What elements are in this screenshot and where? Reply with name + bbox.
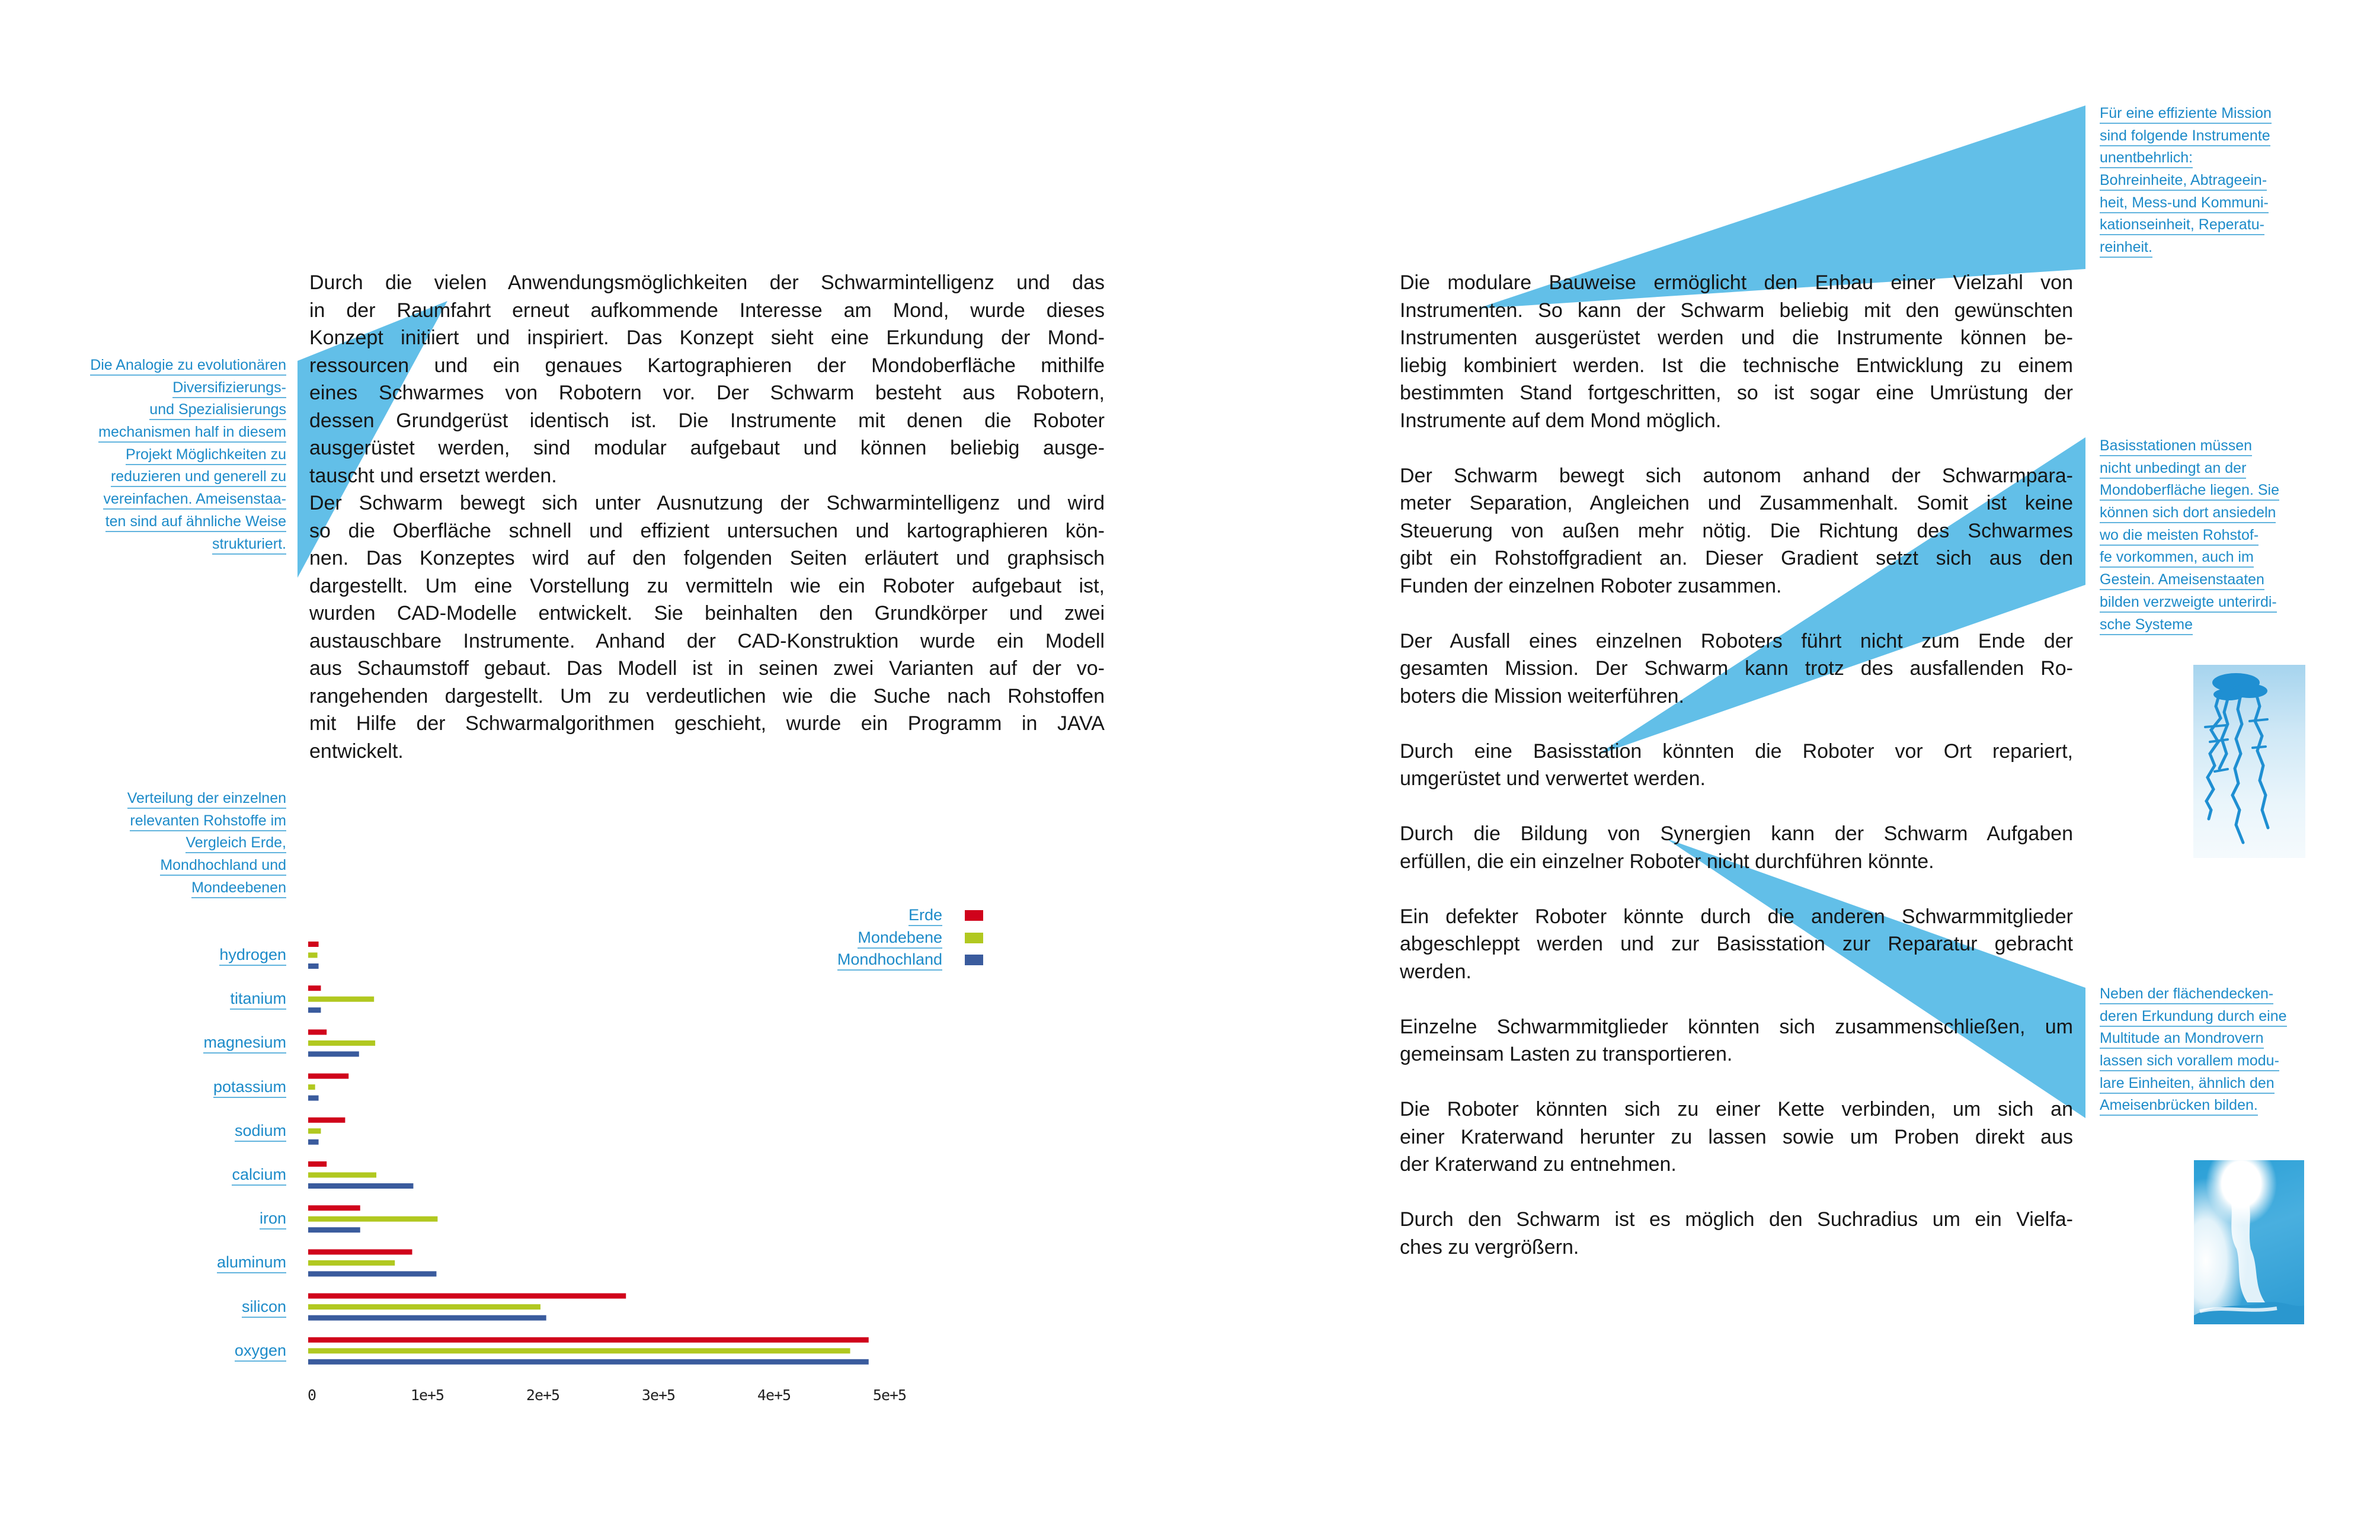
paragraph — [309, 269, 1105, 489]
legend-label-mondebene: Mondebene — [858, 928, 942, 949]
note-line — [36, 810, 286, 833]
text-line: meter Separation, Angleichen und Zusammenhalt. Somit ist keine — [1400, 492, 2073, 514]
text-line: tauscht und ersetzt werden. — [309, 464, 557, 487]
note-line-text: können sich dort ansiedeln — [2100, 504, 2276, 523]
legend-swatch-mondhochland — [965, 955, 983, 965]
bar-sodium-erde — [308, 1118, 345, 1123]
bar-hydrogen-erde — [308, 942, 319, 947]
note-line-text: Mondoberfläche liegen. Sie — [2100, 482, 2279, 501]
bar-oxygen-erde — [308, 1337, 869, 1343]
note-line-text: Bohreinheite, Abtrageein- — [2100, 172, 2267, 191]
note-line-text: relevanten Rohstoffe im — [130, 812, 286, 831]
note-line — [2100, 524, 2360, 547]
note-line — [2100, 983, 2360, 1006]
note-line — [2100, 103, 2360, 125]
note-line — [2100, 435, 2360, 457]
note-line — [2100, 1094, 2360, 1117]
bar-iron-mondhochland — [308, 1227, 360, 1232]
note-line — [36, 832, 286, 854]
x-tick-label: 1e+5 — [410, 1387, 444, 1404]
note-line-text: Für eine effiziente Mission — [2100, 105, 2272, 124]
note-line-text: wo die meisten Rohstof- — [2100, 527, 2259, 546]
water-splash-photo — [2194, 1160, 2304, 1324]
text-line: abgeschleppt werden und zur Basisstation zur Reparatur gebracht — [1400, 933, 2073, 955]
category-label-sodium: sodium — [235, 1121, 286, 1142]
text-line: ausgerüstet werden, sind modular aufgebaut und können beliebig ausge- — [309, 437, 1105, 459]
x-tick-label: 0 — [307, 1387, 316, 1404]
note-line — [2100, 614, 2360, 636]
bar-iron-mondebene — [308, 1216, 437, 1222]
note-line-text: Ameisenbrücken bilden. — [2100, 1097, 2258, 1116]
note-line — [36, 511, 286, 533]
bar-hydrogen-mondhochland — [308, 963, 319, 969]
bar-potassium-mondhochland — [308, 1096, 319, 1101]
bar-oxygen-mondebene — [308, 1348, 850, 1353]
note-line — [36, 421, 286, 444]
note-line-text: ten sind auf ähnliche Weise — [105, 513, 286, 532]
splash-illustration — [2194, 1160, 2304, 1324]
text-line: Der Schwarm bewegt sich unter Ausnutzung der Schwarmintelligenz und wird — [309, 492, 1105, 514]
side-note-basisstation — [2100, 435, 2360, 636]
note-line — [36, 399, 286, 421]
text-line: umgerüstet und verwertet werden. — [1400, 767, 1706, 790]
bar-aluminum-mondhochland — [308, 1271, 436, 1276]
legend-swatch-erde — [965, 910, 983, 921]
note-line — [2100, 125, 2360, 148]
paragraph — [1400, 627, 2073, 710]
text-line: rangehenden dargestellt. Um zu verdeutlichen wie die Suche nach Rohstoffen — [309, 684, 1105, 707]
note-line-text: mechanismen half in diesem — [98, 424, 286, 443]
text-line: Einzelne Schwarmmitglieder könnten sich zusammenschließen, um — [1400, 1015, 2073, 1038]
ant-chain-illustration — [2193, 665, 2305, 858]
text-line: Durch die vielen Anwendungsmöglichkeiten der Schwarmintelligenz und das — [309, 271, 1105, 294]
right-body-text — [1400, 269, 2073, 1289]
text-line: dargestellt. Um eine Vorstellung zu vermitteln wie ein Roboter aufgebaut ist, — [309, 574, 1105, 597]
ant-chain-photo — [2193, 665, 2305, 858]
text-line: Instrumenten ausgerüstet werden und die Instrumente können be- — [1400, 326, 2073, 349]
legend-label-mondhochland: Mondhochland — [837, 950, 942, 971]
text-line: der Kraterwand zu entnehmen. — [1400, 1153, 1677, 1176]
category-label-oxygen: oxygen — [235, 1341, 286, 1362]
note-line-text: sche Systeme — [2100, 616, 2193, 635]
bar-iron-erde — [308, 1205, 360, 1211]
note-line-text: Vergleich Erde, — [185, 834, 286, 853]
text-line: erfüllen, die ein einzelner Roboter nicht durchführen könnte. — [1400, 850, 1934, 873]
paragraph — [1400, 903, 2073, 986]
text-line: boters die Mission weiterführen. — [1400, 684, 1685, 707]
note-line-text: lare Einheiten, ähnlich den — [2100, 1075, 2275, 1094]
category-label-hydrogen: hydrogen — [219, 945, 286, 966]
note-line — [36, 466, 286, 488]
text-line: mit Hilfe der Schwarmalgorithmen geschieht, wurde ein Programm in JAVA — [309, 712, 1105, 735]
note-line-text: fe vorkommen, auch im — [2100, 549, 2254, 568]
x-tick-label: 2e+5 — [526, 1387, 560, 1404]
note-line — [36, 877, 286, 899]
note-line — [36, 354, 286, 377]
bar-hydrogen-mondebene — [308, 953, 318, 958]
note-line-text: nicht unbedingt an der — [2100, 460, 2246, 479]
category-label-iron: iron — [260, 1209, 286, 1230]
category-label-titanium: titanium — [230, 989, 286, 1010]
legend-label-erde: Erde — [909, 905, 942, 926]
side-note-analogy — [36, 354, 286, 555]
bar-oxygen-mondhochland — [308, 1359, 869, 1365]
text-line: Durch die Bildung von Synergien kann der Schwarm Aufgaben — [1400, 822, 2073, 845]
note-line — [36, 854, 286, 877]
text-line: Instrumenten. So kann der Schwarm beliebig mit den gewünschten — [1400, 299, 2073, 322]
bar-aluminum-mondebene — [308, 1260, 395, 1266]
text-line: so die Oberfläche schnell und effizient untersuchen und kartographieren kön- — [309, 519, 1105, 542]
x-tick-label: 3e+5 — [641, 1387, 676, 1404]
note-line — [36, 444, 286, 466]
note-line — [2100, 457, 2360, 480]
bar-silicon-mondebene — [308, 1304, 540, 1310]
paragraph — [309, 489, 1105, 765]
note-line — [36, 787, 286, 810]
note-line — [2100, 479, 2360, 502]
bar-sodium-mondebene — [308, 1128, 321, 1134]
note-line-text: Multitude an Mondrovern — [2100, 1030, 2264, 1049]
note-line — [36, 533, 286, 556]
note-line-text: bilden verzweigte unterirdi- — [2100, 594, 2277, 613]
text-line: Durch eine Basisstation könnten die Roboter vor Ort repariert, — [1400, 739, 2073, 763]
paragraph — [1400, 738, 2073, 793]
note-line-text: Die Analogie zu evolutionären — [90, 357, 286, 376]
note-line — [2100, 1072, 2360, 1095]
note-line-text: Gestein. Ameisenstaaten — [2100, 571, 2264, 590]
note-line-text: strukturiert. — [212, 536, 286, 555]
side-note-instruments — [2100, 103, 2360, 259]
category-label-aluminum: aluminum — [217, 1253, 286, 1273]
note-line — [2100, 147, 2360, 169]
note-line-text: Verteilung der einzelnen — [127, 790, 286, 809]
note-line-text: reduzieren und generell zu — [111, 468, 286, 487]
note-line — [2100, 502, 2360, 524]
x-tick-label: 4e+5 — [757, 1387, 791, 1404]
note-line — [36, 377, 286, 399]
bar-calcium-mondebene — [308, 1173, 376, 1178]
note-line-text: Projekt Möglichkeiten zu — [126, 446, 286, 465]
note-line-text: deren Erkundung durch eine — [2100, 1008, 2287, 1027]
note-line-text: Diversifizierungs- — [172, 379, 286, 398]
text-line: Die Roboter könnten sich zu einer Kette verbinden, um sich an — [1400, 1098, 2073, 1120]
note-line — [2100, 169, 2360, 192]
bar-potassium-erde — [308, 1074, 348, 1079]
note-line-text: vereinfachen. Ameisenstaa- — [103, 491, 286, 510]
paragraph — [1400, 269, 2073, 434]
left-body-text — [309, 269, 1105, 765]
text-line: Ein defekter Roboter könnte durch die anderen Schwarmmitglieder — [1400, 905, 2073, 928]
category-label-magnesium: magnesium — [203, 1033, 286, 1054]
text-line: gibt ein Rohstoffgradient an. Dieser Gradient setzt sich aus den — [1400, 547, 2073, 569]
text-line: Funden der einzelnen Roboter zusammen. — [1400, 574, 1782, 597]
category-label-silicon: silicon — [242, 1297, 286, 1318]
paragraph — [1400, 1013, 2073, 1068]
text-line: Durch den Schwarm ist es möglich den Suchradius um ein Vielfa- — [1400, 1208, 2073, 1231]
note-line-text: sind folgende Instrumente — [2100, 127, 2270, 146]
bar-magnesium-mondebene — [308, 1040, 375, 1046]
note-line — [2100, 1050, 2360, 1072]
text-line: Steuerung von außen mehr nötig. Die Richtung des Schwarmes — [1400, 519, 2073, 542]
note-line — [2100, 192, 2360, 214]
text-line: Der Schwarm bewegt sich autonom anhand der Schwarmpara- — [1400, 464, 2073, 487]
note-line-text: lassen sich vorallem modu- — [2100, 1052, 2279, 1071]
text-line: Der Ausfall eines einzelnen Roboters führt nicht zum Ende der — [1400, 629, 2073, 652]
note-line — [2100, 1006, 2360, 1028]
paragraph — [1400, 1206, 2073, 1261]
note-line-text: und Spezialisierungs — [149, 401, 286, 420]
category-label-potassium: potassium — [213, 1077, 286, 1098]
bar-aluminum-erde — [308, 1249, 412, 1254]
note-line — [2100, 214, 2360, 236]
bar-titanium-erde — [308, 985, 321, 991]
text-line: austauschbare Instrumente. Anhand der CAD-Konstruktion wurde ein Modell — [309, 629, 1105, 652]
bar-potassium-mondebene — [308, 1084, 315, 1090]
note-line-text: Mondeebenen — [191, 879, 286, 898]
note-line — [2100, 546, 2360, 569]
bar-titanium-mondhochland — [308, 1007, 321, 1013]
note-line-text: unentbehrlich: — [2100, 149, 2193, 168]
bar-titanium-mondebene — [308, 997, 374, 1002]
note-line — [2100, 236, 2360, 259]
x-tick-label: 5e+5 — [872, 1387, 907, 1404]
text-line: bestimmten Stand fortgeschritten, so ist sogar eine Umrüstung der — [1400, 382, 2073, 404]
text-line: einer Kraterwand herunter zu lassen sowie um Proben direkt aus — [1400, 1125, 2073, 1148]
note-line-text: heit, Mess-und Kommuni- — [2100, 194, 2269, 213]
text-line: ressourcen und ein genaues Kartographieren der Mondoberfläche mithilfe — [309, 354, 1105, 377]
note-line — [36, 488, 286, 511]
text-line: wurden CAD-Modelle entwickelt. Sie beinhalten den Grundkörper und zwei — [309, 602, 1105, 625]
note-line — [2100, 569, 2360, 591]
side-note-modules — [2100, 983, 2360, 1117]
text-line: nen. Das Konzeptes wird auf den folgenden Seiten erläutert und graphsisch — [309, 547, 1105, 569]
bar-magnesium-mondhochland — [308, 1051, 359, 1056]
bar-calcium-mondhochland — [308, 1183, 413, 1189]
text-line: ches zu vergrößern. — [1400, 1235, 1579, 1259]
text-line: gesamten Mission. Der Schwarm kann trotz des ausfallenden Ro- — [1400, 657, 2073, 680]
text-line: eines Schwarmes von Robotern vor. Der Schwarm besteht aus Robotern, — [309, 382, 1105, 404]
text-line: Instrumente auf dem Mond möglich. — [1400, 409, 1722, 432]
bar-silicon-erde — [308, 1294, 626, 1299]
note-line-text: kationseinheit, Reperatu- — [2100, 216, 2264, 235]
note-line — [2100, 591, 2360, 614]
chart-caption-note — [36, 787, 286, 899]
note-line-text: Mondhochland und — [160, 857, 286, 876]
text-line: aus Schaumstoff gebaut. Das Modell ist in seinen zwei Varianten auf der vo- — [309, 657, 1105, 680]
text-line: werden. — [1400, 960, 1471, 983]
text-line: gemeinsam Lasten zu transportieren. — [1400, 1043, 1733, 1065]
bar-silicon-mondhochland — [308, 1315, 546, 1321]
text-line: in der Raumfahrt erneut aufkommende Interesse am Mond, wurde dieses — [309, 299, 1105, 322]
legend-swatch-mondebene — [965, 933, 983, 943]
text-line: entwickelt. — [309, 739, 404, 763]
text-line: Konzept initiiert und inspiriert. Das Konzept sieht eine Erkundung der Mond- — [309, 326, 1105, 349]
note-line-text: Basisstationen müssen — [2100, 437, 2252, 456]
bar-magnesium-erde — [308, 1029, 327, 1035]
text-line: Die modulare Bauweise ermöglicht den Enbau einer Vielzahl von — [1400, 271, 2073, 294]
bar-sodium-mondhochland — [308, 1139, 319, 1145]
note-line — [2100, 1027, 2360, 1050]
note-line-text: reinheit. — [2100, 239, 2152, 258]
paragraph — [1400, 1096, 2073, 1179]
text-line: liebig kombiniert werden. Ist die technische Entwicklung zu einem — [1400, 354, 2073, 377]
category-label-calcium: calcium — [232, 1165, 286, 1186]
bar-calcium-erde — [308, 1161, 327, 1167]
text-line: dessen Grundgerüst identisch ist. Die Instrumente mit denen die Roboter — [309, 409, 1105, 432]
paragraph — [1400, 820, 2073, 875]
note-line-text: Neben der flächendecken- — [2100, 985, 2273, 1004]
paragraph — [1400, 462, 2073, 600]
